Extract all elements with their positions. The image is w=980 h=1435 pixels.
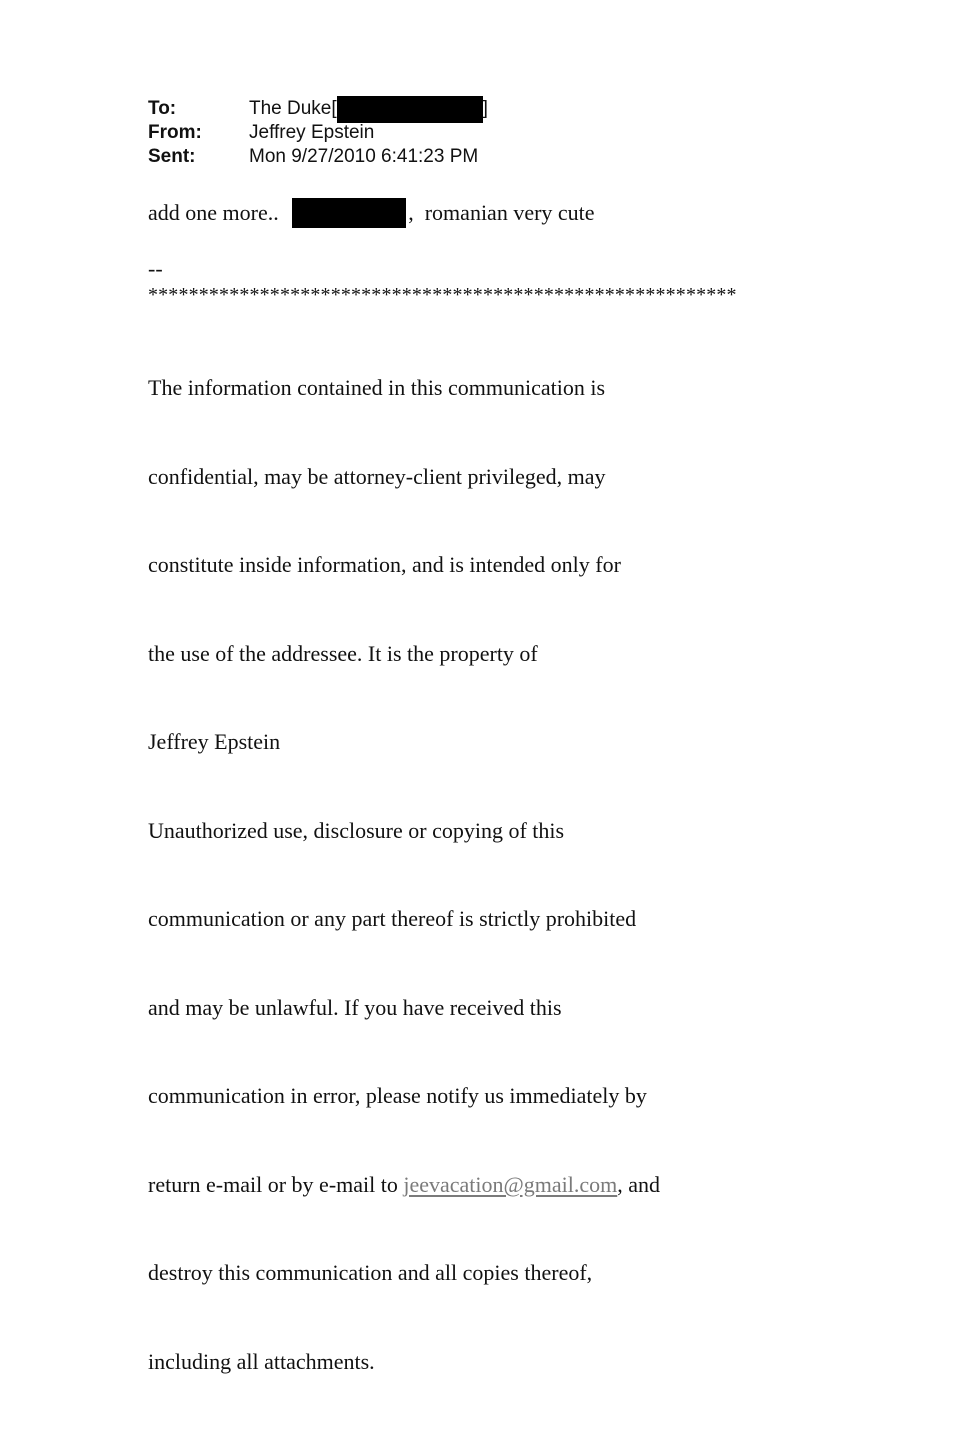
from-label: From: [148,122,202,143]
email-header [148,97,488,169]
to-row [148,97,488,121]
to-value-suffix: ] [482,98,488,119]
disclaimer-line: The information contained in this communication is [148,375,606,400]
to-label: To: [148,98,177,119]
sent-label: Sent: [148,146,196,167]
return-suffix: , and [617,1171,661,1197]
message-text-before: add one more.. [148,200,285,226]
disclaimer-line: Jeffrey Epstein [148,729,281,754]
disclaimer-line: communication or any part thereof is strictly prohibited [148,906,637,931]
signature-stars: ********************************************************** [148,284,737,306]
from-row [148,121,488,145]
message-body [148,198,595,228]
disclaimer-line [148,1170,660,1200]
sent-row [148,145,488,169]
disclaimer-line: Unauthorized use, disclosure or copying of this [148,817,565,843]
email-link[interactable]: jeevacation@gmail.com [403,1171,618,1197]
redaction-box [337,96,483,123]
disclaimer-line: and may be unlawful. If you have received this [148,994,562,1020]
from-value: Jeffrey Epstein [249,122,375,143]
message-text-after: , romanian very cute [408,200,595,226]
disclaimer-line: including all attachments. [148,1348,375,1374]
disclaimer-line: constitute inside information, and is intended only for [148,552,621,577]
to-value [249,95,488,123]
disclaimer-line: destroy this communication and all copies thereof, [148,1260,593,1285]
to-value-prefix: The Duke[ [249,98,337,119]
disclaimer-line: confidential, may be attorney-client privileged, may [148,463,606,489]
signature-separator: -- [148,256,163,281]
disclaimer [148,314,660,1435]
disclaimer-line: the use of the addressee. It is the property of [148,640,538,666]
disclaimer-line: communication in error, please notify us immediately by [148,1083,647,1108]
sent-value: Mon 9/27/2010 6:41:23 PM [249,146,479,167]
redaction-box [292,198,406,228]
return-prefix: return e-mail or by e-mail to [148,1171,404,1197]
